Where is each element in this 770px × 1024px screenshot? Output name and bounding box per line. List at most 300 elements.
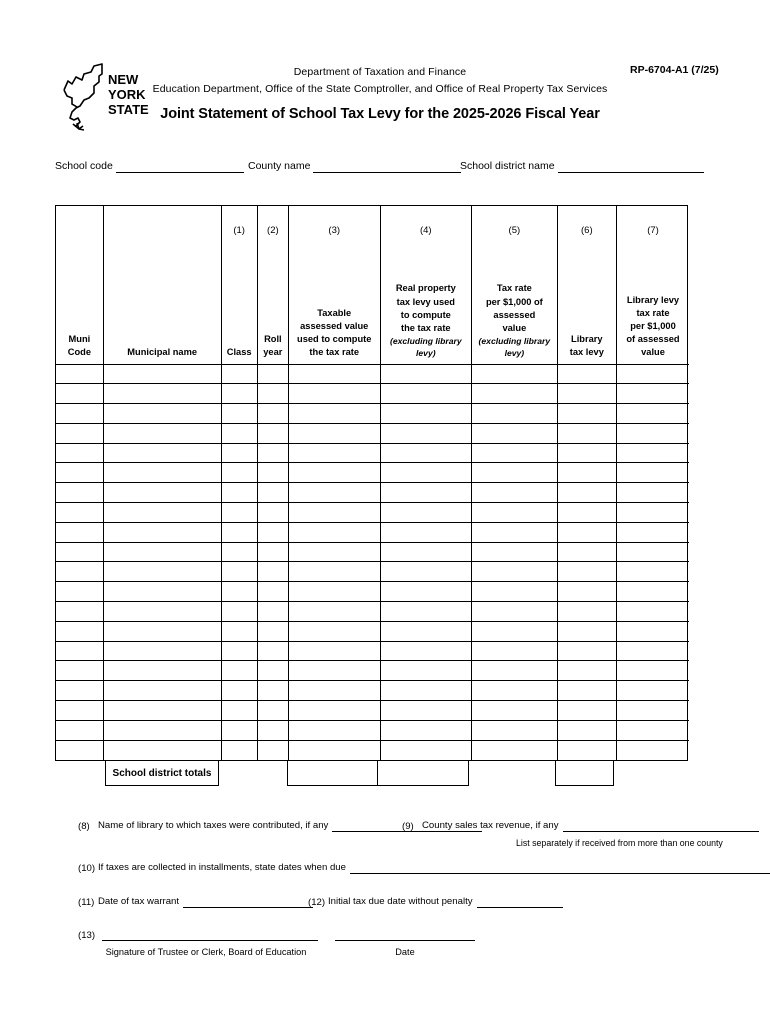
cell-tax-rate-per-1000[interactable] xyxy=(472,483,558,503)
column-title-line: value xyxy=(502,322,527,333)
column-title-tax-rate-per-1000 xyxy=(472,282,557,359)
cell-municipal-name[interactable] xyxy=(103,483,221,503)
cell-real-property-tax-levy[interactable] xyxy=(380,483,472,503)
table-row[interactable] xyxy=(56,661,689,681)
column-title-note: (excluding library levy) xyxy=(478,336,551,359)
cell-municipal-name[interactable] xyxy=(103,681,221,701)
cell-muni-code[interactable] xyxy=(56,423,103,443)
cell-taxable-assessed-value[interactable] xyxy=(288,681,380,701)
school-district-totals-label: School district totals xyxy=(105,761,219,786)
cell-class[interactable] xyxy=(221,681,257,701)
column-header-taxable-assessed-value xyxy=(288,206,380,364)
column-number-class: (1) xyxy=(233,225,245,236)
cell-municipal-name[interactable] xyxy=(103,384,221,404)
cell-library-tax-levy[interactable] xyxy=(557,641,616,661)
cell-library-tax-levy[interactable] xyxy=(557,661,616,681)
table-row[interactable] xyxy=(56,582,689,602)
cell-taxable-assessed-value[interactable] xyxy=(288,701,380,721)
cell-library-levy-tax-rate[interactable] xyxy=(617,542,690,562)
cell-class[interactable] xyxy=(221,522,257,542)
cell-municipal-name[interactable] xyxy=(103,443,221,463)
cell-class[interactable] xyxy=(221,602,257,622)
column-title-line: the tax rate xyxy=(309,347,360,358)
table-row[interactable] xyxy=(56,463,689,483)
column-header-tax-rate-per-1000 xyxy=(472,206,558,364)
cell-taxable-assessed-value[interactable] xyxy=(288,364,380,384)
cell-class[interactable] xyxy=(221,364,257,384)
column-title-line: Code xyxy=(67,347,92,358)
cell-library-tax-levy[interactable] xyxy=(557,522,616,542)
table-row[interactable] xyxy=(56,701,689,721)
item-13-number: (13) xyxy=(78,930,96,941)
agency-line-1: Department of Taxation and Finance xyxy=(293,66,467,78)
cell-real-property-tax-levy[interactable] xyxy=(380,681,472,701)
cell-roll-year[interactable] xyxy=(257,463,288,483)
cell-roll-year[interactable] xyxy=(257,404,288,424)
cell-library-tax-levy[interactable] xyxy=(557,740,616,760)
item-9-sublabel: List separately if received from more than one county xyxy=(516,838,723,848)
cell-tax-rate-per-1000[interactable] xyxy=(472,720,558,740)
cell-class[interactable] xyxy=(221,483,257,503)
cell-taxable-assessed-value[interactable] xyxy=(288,423,380,443)
table-row[interactable] xyxy=(56,740,689,760)
item-13-signature[interactable] xyxy=(78,930,318,941)
cell-tax-rate-per-1000[interactable] xyxy=(472,661,558,681)
item-12-number: (12) xyxy=(308,897,326,908)
cell-municipal-name[interactable] xyxy=(103,740,221,760)
column-title-library-levy-tax-rate xyxy=(617,294,689,360)
cell-muni-code[interactable] xyxy=(56,522,103,542)
cell-real-property-tax-levy[interactable] xyxy=(380,602,472,622)
signature-caption: Signature of Trustee or Clerk, Board of Education xyxy=(105,947,307,957)
cell-library-levy-tax-rate[interactable] xyxy=(617,443,690,463)
cell-taxable-assessed-value[interactable] xyxy=(288,483,380,503)
cell-roll-year[interactable] xyxy=(257,720,288,740)
cell-municipal-name[interactable] xyxy=(103,661,221,681)
cell-taxable-assessed-value[interactable] xyxy=(288,443,380,463)
item-10-label: If taxes are collected in installments, state dates when due xyxy=(98,862,346,873)
column-number-tax-rate-per-1000: (5) xyxy=(508,225,521,236)
column-title-line: Tax rate xyxy=(496,283,532,294)
cell-municipal-name[interactable] xyxy=(103,542,221,562)
column-header-class xyxy=(221,206,257,364)
cell-municipal-name[interactable] xyxy=(103,621,221,641)
cell-class[interactable] xyxy=(221,740,257,760)
table-row[interactable] xyxy=(56,542,689,562)
item-10-number: (10) xyxy=(78,863,96,874)
column-number-real-property-tax-levy: (4) xyxy=(419,225,432,236)
column-title-line: Library xyxy=(571,334,603,345)
cell-tax-rate-per-1000[interactable] xyxy=(472,701,558,721)
cell-library-levy-tax-rate[interactable] xyxy=(617,562,690,582)
school-district-name-input[interactable] xyxy=(558,161,704,173)
item-11-number: (11) xyxy=(78,897,95,908)
column-title-line: Muni xyxy=(68,334,91,345)
cell-library-levy-tax-rate[interactable] xyxy=(617,701,690,721)
cell-library-levy-tax-rate[interactable] xyxy=(617,661,690,681)
column-title-note: (excluding library levy) xyxy=(389,336,462,359)
form-title: Joint Statement of School Tax Levy for the 2025-2026 Fiscal Year xyxy=(160,106,600,122)
cell-municipal-name[interactable] xyxy=(103,463,221,483)
cell-real-property-tax-levy[interactable] xyxy=(380,740,472,760)
cell-library-tax-levy[interactable] xyxy=(557,542,616,562)
cell-muni-code[interactable] xyxy=(56,384,103,404)
school-district-name-field[interactable] xyxy=(460,160,704,173)
table-row[interactable] xyxy=(56,720,689,740)
cell-class[interactable] xyxy=(221,641,257,661)
cell-roll-year[interactable] xyxy=(257,681,288,701)
cell-class[interactable] xyxy=(221,423,257,443)
cell-municipal-name[interactable] xyxy=(103,602,221,622)
cell-real-property-tax-levy[interactable] xyxy=(380,404,472,424)
cell-roll-year[interactable] xyxy=(257,542,288,562)
column-title-line: tax levy xyxy=(569,347,604,358)
cell-library-levy-tax-rate[interactable] xyxy=(617,522,690,542)
cell-library-levy-tax-rate[interactable] xyxy=(617,404,690,424)
logo-text-york: YORK xyxy=(108,87,146,102)
cell-library-tax-levy[interactable] xyxy=(557,384,616,404)
cell-roll-year[interactable] xyxy=(257,740,288,760)
cell-real-property-tax-levy[interactable] xyxy=(380,621,472,641)
item-11-input[interactable] xyxy=(183,897,313,908)
cell-muni-code[interactable] xyxy=(56,364,103,384)
cell-library-tax-levy[interactable] xyxy=(557,483,616,503)
cell-taxable-assessed-value[interactable] xyxy=(288,621,380,641)
cell-tax-rate-per-1000[interactable] xyxy=(472,562,558,582)
item-9-county-sales-tax-revenue[interactable] xyxy=(402,820,759,832)
cell-muni-code[interactable] xyxy=(56,443,103,463)
cell-real-property-tax-levy[interactable] xyxy=(380,661,472,681)
column-title-line: Taxable xyxy=(317,307,352,318)
cell-library-tax-levy[interactable] xyxy=(557,621,616,641)
cell-real-property-tax-levy[interactable] xyxy=(380,701,472,721)
column-title-line: value xyxy=(641,347,665,358)
item-8-label: Name of library to which taxes were contributed, if any xyxy=(98,820,329,831)
cell-library-tax-levy[interactable] xyxy=(557,582,616,602)
county-name-field[interactable] xyxy=(248,160,461,173)
cell-municipal-name[interactable] xyxy=(103,701,221,721)
item-9-input[interactable] xyxy=(563,821,759,832)
totals-library-tax-levy-cell[interactable] xyxy=(555,761,614,786)
table-row[interactable] xyxy=(56,641,689,661)
cell-taxable-assessed-value[interactable] xyxy=(288,384,380,404)
form-header xyxy=(0,58,770,138)
column-title-municipal-name xyxy=(104,346,221,359)
table-row[interactable] xyxy=(56,423,689,443)
cell-library-levy-tax-rate[interactable] xyxy=(617,720,690,740)
cell-muni-code[interactable] xyxy=(56,740,103,760)
cell-muni-code[interactable] xyxy=(56,503,103,523)
cell-real-property-tax-levy[interactable] xyxy=(380,582,472,602)
cell-roll-year[interactable] xyxy=(257,443,288,463)
cell-library-tax-levy[interactable] xyxy=(557,503,616,523)
cell-roll-year[interactable] xyxy=(257,483,288,503)
cell-library-levy-tax-rate[interactable] xyxy=(617,681,690,701)
cell-roll-year[interactable] xyxy=(257,364,288,384)
cell-muni-code[interactable] xyxy=(56,641,103,661)
cell-library-tax-levy[interactable] xyxy=(557,720,616,740)
cell-municipal-name[interactable] xyxy=(103,582,221,602)
cell-class[interactable] xyxy=(221,463,257,483)
cell-real-property-tax-levy[interactable] xyxy=(380,463,472,483)
cell-taxable-assessed-value[interactable] xyxy=(288,562,380,582)
cell-tax-rate-per-1000[interactable] xyxy=(472,681,558,701)
cell-real-property-tax-levy[interactable] xyxy=(380,423,472,443)
cell-library-levy-tax-rate[interactable] xyxy=(617,483,690,503)
column-title-line: year xyxy=(263,347,283,358)
table-head xyxy=(56,206,689,364)
school-code-field[interactable] xyxy=(55,160,244,173)
cell-municipal-name[interactable] xyxy=(103,404,221,424)
cell-library-levy-tax-rate[interactable] xyxy=(617,621,690,641)
cell-tax-rate-per-1000[interactable] xyxy=(472,582,558,602)
county-name-input[interactable] xyxy=(313,161,461,173)
cell-taxable-assessed-value[interactable] xyxy=(288,463,380,483)
school-code-label: School code xyxy=(55,160,113,172)
column-title-line: assessed value xyxy=(300,320,369,331)
cell-class[interactable] xyxy=(221,443,257,463)
cell-library-levy-tax-rate[interactable] xyxy=(617,463,690,483)
table-row[interactable] xyxy=(56,562,689,582)
school-tax-levy-table xyxy=(55,205,688,761)
cell-muni-code[interactable] xyxy=(56,542,103,562)
column-title-line: tax levy used xyxy=(396,296,455,307)
cell-library-tax-levy[interactable] xyxy=(557,423,616,443)
cell-taxable-assessed-value[interactable] xyxy=(288,404,380,424)
table-row[interactable] xyxy=(56,602,689,622)
cell-taxable-assessed-value[interactable] xyxy=(288,661,380,681)
column-title-line: Roll xyxy=(264,334,282,345)
cell-tax-rate-per-1000[interactable] xyxy=(472,740,558,760)
cell-muni-code[interactable] xyxy=(56,602,103,622)
cell-library-levy-tax-rate[interactable] xyxy=(617,582,690,602)
cell-library-tax-levy[interactable] xyxy=(557,404,616,424)
cell-real-property-tax-levy[interactable] xyxy=(380,641,472,661)
cell-tax-rate-per-1000[interactable] xyxy=(472,364,558,384)
column-title-taxable-assessed-value xyxy=(289,307,380,360)
cell-class[interactable] xyxy=(221,701,257,721)
cell-roll-year[interactable] xyxy=(257,503,288,523)
cell-muni-code[interactable] xyxy=(56,621,103,641)
item-12-label: Initial tax due date without penalty xyxy=(328,896,473,907)
table-row[interactable] xyxy=(56,483,689,503)
column-title-line: Municipal name xyxy=(127,347,198,358)
cell-roll-year[interactable] xyxy=(257,621,288,641)
cell-roll-year[interactable] xyxy=(257,423,288,443)
cell-roll-year[interactable] xyxy=(257,562,288,582)
cell-tax-rate-per-1000[interactable] xyxy=(472,641,558,661)
cell-municipal-name[interactable] xyxy=(103,423,221,443)
cell-tax-rate-per-1000[interactable] xyxy=(472,463,558,483)
item-8-number: (8) xyxy=(78,821,90,832)
item-9-label: County sales tax revenue, if any xyxy=(422,820,559,831)
signature-input[interactable] xyxy=(102,930,318,941)
cell-tax-rate-per-1000[interactable] xyxy=(472,602,558,622)
cell-tax-rate-per-1000[interactable] xyxy=(472,384,558,404)
cell-tax-rate-per-1000[interactable] xyxy=(472,503,558,523)
cell-library-tax-levy[interactable] xyxy=(557,562,616,582)
cell-library-tax-levy[interactable] xyxy=(557,602,616,622)
cell-taxable-assessed-value[interactable] xyxy=(288,582,380,602)
cell-library-tax-levy[interactable] xyxy=(557,364,616,384)
cell-taxable-assessed-value[interactable] xyxy=(288,641,380,661)
table-row[interactable] xyxy=(56,681,689,701)
cell-tax-rate-per-1000[interactable] xyxy=(472,404,558,424)
school-code-input[interactable] xyxy=(116,161,244,173)
totals-taxable-assessed-value-cell[interactable] xyxy=(287,761,378,786)
cell-tax-rate-per-1000[interactable] xyxy=(472,522,558,542)
column-title-real-property-tax-levy xyxy=(381,282,472,359)
column-header-real-property-tax-levy xyxy=(380,206,472,364)
cell-library-levy-tax-rate[interactable] xyxy=(617,364,690,384)
item-10-installment-dates[interactable] xyxy=(78,862,770,874)
column-header-muni-code xyxy=(56,206,103,364)
cell-muni-code[interactable] xyxy=(56,562,103,582)
item-10-input[interactable] xyxy=(350,863,770,874)
agency-line-2: Education Department, Office of the State Comptroller, and Office of Real Property Tax Services xyxy=(152,83,608,95)
cell-taxable-assessed-value[interactable] xyxy=(288,542,380,562)
cell-taxable-assessed-value[interactable] xyxy=(288,720,380,740)
cell-municipal-name[interactable] xyxy=(103,641,221,661)
table-row[interactable] xyxy=(56,364,689,384)
column-number-roll-year: (2) xyxy=(267,225,279,236)
school-district-name-label: School district name xyxy=(460,160,555,172)
cell-class[interactable] xyxy=(221,582,257,602)
item-12-input[interactable] xyxy=(477,897,563,908)
table-row[interactable] xyxy=(56,404,689,424)
column-title-line: the tax rate xyxy=(401,322,451,333)
cell-tax-rate-per-1000[interactable] xyxy=(472,542,558,562)
column-title-muni-code xyxy=(56,333,103,359)
signature-date-input[interactable] xyxy=(335,930,475,941)
cell-class[interactable] xyxy=(221,384,257,404)
column-title-line: Class xyxy=(226,347,252,358)
column-title-line: of assessed xyxy=(626,334,680,345)
totals-real-property-tax-levy-cell[interactable] xyxy=(378,761,469,786)
cell-taxable-assessed-value[interactable] xyxy=(288,503,380,523)
cell-class[interactable] xyxy=(221,542,257,562)
cell-municipal-name[interactable] xyxy=(103,503,221,523)
identification-line xyxy=(0,160,770,182)
table-row[interactable] xyxy=(56,384,689,404)
cell-class[interactable] xyxy=(221,661,257,681)
logo-text-new: NEW xyxy=(108,72,139,87)
table-row[interactable] xyxy=(56,503,689,523)
cell-real-property-tax-levy[interactable] xyxy=(380,384,472,404)
cell-class[interactable] xyxy=(221,562,257,582)
column-title-line: Real property xyxy=(395,283,456,294)
cell-taxable-assessed-value[interactable] xyxy=(288,522,380,542)
column-header-library-levy-tax-rate xyxy=(617,206,690,364)
cell-real-property-tax-levy[interactable] xyxy=(380,503,472,523)
cell-muni-code[interactable] xyxy=(56,582,103,602)
cell-tax-rate-per-1000[interactable] xyxy=(472,443,558,463)
cell-tax-rate-per-1000[interactable] xyxy=(472,621,558,641)
cell-library-tax-levy[interactable] xyxy=(557,463,616,483)
cell-municipal-name[interactable] xyxy=(103,364,221,384)
levy-grid xyxy=(56,206,689,760)
school-district-totals-row xyxy=(55,761,688,787)
table-row[interactable] xyxy=(56,621,689,641)
cell-library-levy-tax-rate[interactable] xyxy=(617,503,690,523)
cell-real-property-tax-levy[interactable] xyxy=(380,542,472,562)
cell-class[interactable] xyxy=(221,621,257,641)
column-title-line: to compute xyxy=(400,309,451,320)
column-title-roll-year xyxy=(258,333,288,359)
cell-municipal-name[interactable] xyxy=(103,522,221,542)
item-12-initial-tax-due-date[interactable] xyxy=(308,896,563,908)
column-header-roll-year xyxy=(257,206,288,364)
cell-municipal-name[interactable] xyxy=(103,562,221,582)
cell-class[interactable] xyxy=(221,503,257,523)
cell-library-levy-tax-rate[interactable] xyxy=(617,641,690,661)
cell-class[interactable] xyxy=(221,404,257,424)
column-header-library-tax-levy xyxy=(557,206,616,364)
cell-library-tax-levy[interactable] xyxy=(557,681,616,701)
item-11-date-of-tax-warrant[interactable] xyxy=(78,896,313,908)
column-title-line: per $1,000 of xyxy=(485,296,543,307)
cell-library-levy-tax-rate[interactable] xyxy=(617,423,690,443)
cell-roll-year[interactable] xyxy=(257,522,288,542)
cell-roll-year[interactable] xyxy=(257,384,288,404)
column-title-class xyxy=(222,346,257,359)
table-row[interactable] xyxy=(56,443,689,463)
cell-library-levy-tax-rate[interactable] xyxy=(617,740,690,760)
cell-real-property-tax-levy[interactable] xyxy=(380,364,472,384)
cell-roll-year[interactable] xyxy=(257,602,288,622)
column-title-library-tax-levy xyxy=(558,333,616,359)
cell-class[interactable] xyxy=(221,720,257,740)
cell-roll-year[interactable] xyxy=(257,661,288,681)
table-row[interactable] xyxy=(56,522,689,542)
column-title-line: assessed xyxy=(493,309,536,320)
cell-library-tax-levy[interactable] xyxy=(557,701,616,721)
cell-roll-year[interactable] xyxy=(257,582,288,602)
form-number: RP-6704-A1 (7/25) xyxy=(630,64,719,76)
cell-real-property-tax-levy[interactable] xyxy=(380,443,472,463)
cell-real-property-tax-levy[interactable] xyxy=(380,720,472,740)
cell-roll-year[interactable] xyxy=(257,641,288,661)
column-header-municipal-name xyxy=(103,206,221,364)
cell-library-levy-tax-rate[interactable] xyxy=(617,602,690,622)
column-number-library-levy-tax-rate: (7) xyxy=(647,225,659,236)
cell-real-property-tax-levy[interactable] xyxy=(380,562,472,582)
cell-muni-code[interactable] xyxy=(56,463,103,483)
cell-muni-code[interactable] xyxy=(56,681,103,701)
cell-real-property-tax-levy[interactable] xyxy=(380,522,472,542)
cell-muni-code[interactable] xyxy=(56,661,103,681)
cell-muni-code[interactable] xyxy=(56,404,103,424)
cell-taxable-assessed-value[interactable] xyxy=(288,740,380,760)
cell-muni-code[interactable] xyxy=(56,720,103,740)
cell-library-tax-levy[interactable] xyxy=(557,443,616,463)
column-number-taxable-assessed-value: (3) xyxy=(328,225,341,236)
item-11-label: Date of tax warrant xyxy=(98,896,180,907)
cell-muni-code[interactable] xyxy=(56,483,103,503)
cell-library-levy-tax-rate[interactable] xyxy=(617,384,690,404)
cell-roll-year[interactable] xyxy=(257,701,288,721)
cell-taxable-assessed-value[interactable] xyxy=(288,602,380,622)
column-title-line: per $1,000 xyxy=(630,320,676,331)
column-number-library-tax-levy: (6) xyxy=(581,225,593,236)
table-header-row xyxy=(56,206,689,364)
logo-text-state: STATE xyxy=(108,102,149,117)
item-9-number: (9) xyxy=(402,821,414,832)
table-body xyxy=(56,364,689,760)
cell-tax-rate-per-1000[interactable] xyxy=(472,423,558,443)
cell-municipal-name[interactable] xyxy=(103,720,221,740)
cell-muni-code[interactable] xyxy=(56,701,103,721)
